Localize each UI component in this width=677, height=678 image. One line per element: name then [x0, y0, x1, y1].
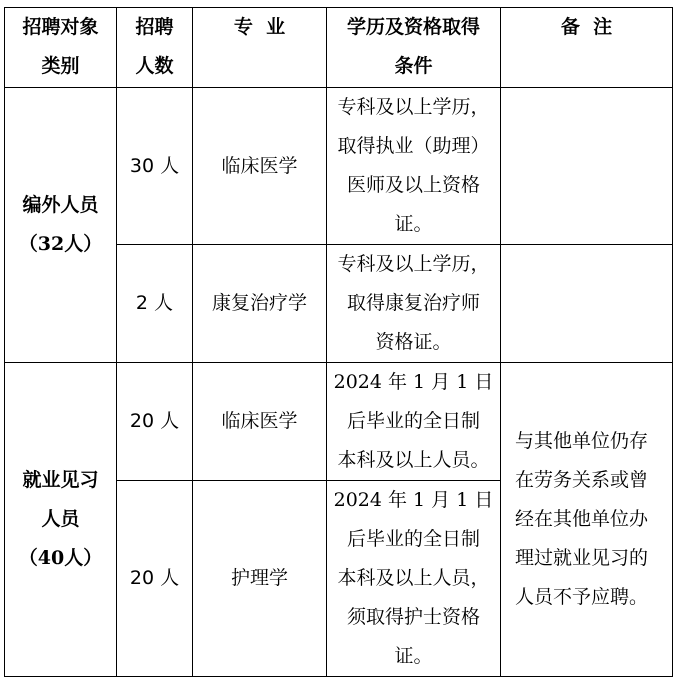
- count-cell: 2 人: [117, 245, 193, 363]
- remark-cell-merged: [501, 363, 673, 677]
- requirement-cell: [327, 481, 501, 677]
- major-cell: 护理学: [193, 481, 327, 677]
- requirement-text: 2024 年 1 月 1 日 后毕业的全日制 本科及以上人员。: [333, 371, 494, 471]
- recruitment-table: [4, 7, 673, 677]
- count-cell: 20 人: [117, 363, 193, 481]
- count-cell: 30 人: [117, 88, 193, 245]
- header-remark-label: 备 注: [560, 16, 613, 38]
- header-remark: [501, 8, 673, 88]
- requirement-text: 专科及以上学历， 取得康复治疗师 资格证。: [337, 253, 490, 353]
- count-cell: 20 人: [117, 481, 193, 677]
- category-cell-staff: [5, 88, 117, 363]
- header-major: [193, 8, 327, 88]
- header-count-line2: 人数: [135, 55, 174, 77]
- category-cell-internship: [5, 363, 117, 677]
- requirement-text: 专科及以上学历， 取得执业（助理） 医师及以上资格 证。: [337, 96, 490, 235]
- major-cell: 临床医学: [193, 363, 327, 481]
- header-count: [117, 8, 193, 88]
- header-major-label: 专 业: [233, 16, 286, 38]
- header-row: [5, 8, 673, 88]
- remark-cell: [501, 88, 673, 245]
- header-requirement-line2: 条件: [394, 55, 433, 77]
- category-count: （32人）: [18, 233, 103, 255]
- category-label: 编外人员: [22, 194, 99, 216]
- header-count-line1: 招聘: [135, 16, 174, 38]
- requirement-cell: [327, 88, 501, 245]
- header-category-line1: 招聘对象: [22, 16, 99, 38]
- header-requirement-line1: 学历及资格取得: [346, 16, 480, 38]
- remark-cell: [501, 245, 673, 363]
- header-requirement: [327, 8, 501, 88]
- major-cell: 临床医学: [193, 88, 327, 245]
- requirement-cell: [327, 363, 501, 481]
- table-row: [5, 363, 673, 481]
- requirement-text: 2024 年 1 月 1 日 后毕业的全日制 本科及以上人员， 须取得护士资格 证。: [333, 489, 494, 667]
- category-label-line2: 人员: [41, 508, 80, 530]
- remark-text: 与其他单位仍存 在劳务关系或曾 经在其他单位办 理过就业见习的 人员不予应聘。: [515, 430, 649, 608]
- header-category-line2: 类别: [41, 55, 80, 77]
- category-label: 就业见习: [22, 469, 99, 491]
- requirement-cell: [327, 245, 501, 363]
- category-count: （40人）: [18, 547, 103, 569]
- table-row: [5, 88, 673, 245]
- header-category: [5, 8, 117, 88]
- major-cell: 康复治疗学: [193, 245, 327, 363]
